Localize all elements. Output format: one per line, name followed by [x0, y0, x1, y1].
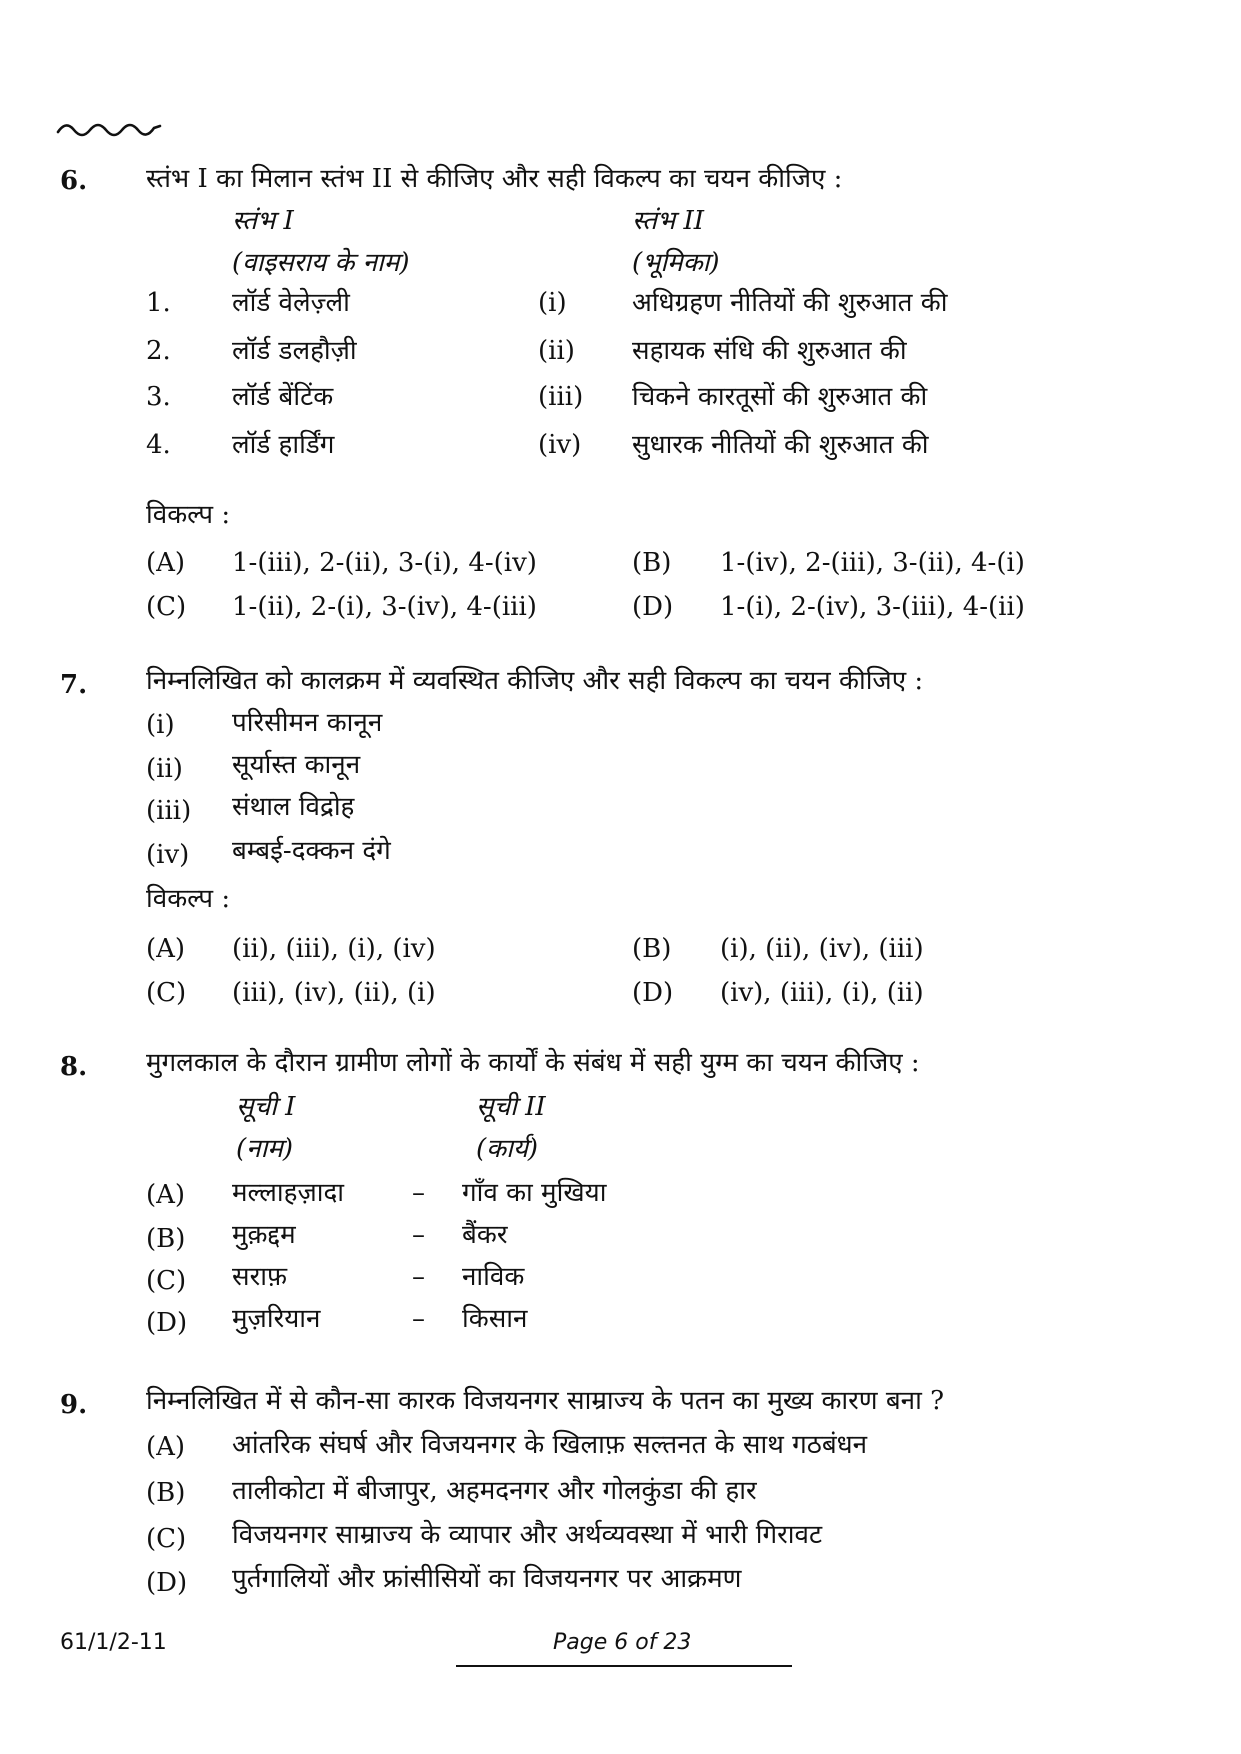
- row-roman: (iv): [538, 430, 582, 460]
- options-label: विकल्प :: [146, 884, 231, 914]
- option-key: (A): [146, 1180, 186, 1210]
- row-left-text: लॉर्ड डलहौज़ी: [232, 336, 357, 366]
- option-text: विजयनगर साम्राज्य के व्यापार और अर्थव्यवस्था में भारी गिरावट: [232, 1520, 823, 1550]
- question-stem: निम्नलिखित में से कौन-सा कारक विजयनगर साम्राज्य के पतन का मुख्य कारण बना ?: [146, 1386, 945, 1416]
- row-roman: (ii): [538, 336, 575, 366]
- list-item-text: सूर्यास्त कानून: [232, 750, 361, 780]
- pair-dash: –: [412, 1220, 425, 1250]
- row-roman: (iii): [538, 382, 584, 412]
- pair-right-text: नाविक: [462, 1262, 525, 1292]
- option-key: (A): [146, 1432, 186, 1462]
- option-key: (C): [146, 1266, 187, 1296]
- row-right-text: सहायक संधि की शुरुआत की: [632, 336, 907, 366]
- list-item-text: बम्बई-दक्कन दंगे: [232, 836, 391, 866]
- option-text: तालीकोटा में बीजापुर, अहमदनगर और गोलकुंडा की हार: [232, 1476, 757, 1506]
- question-number: 8.: [60, 1052, 88, 1082]
- footer-underline: [456, 1665, 792, 1667]
- page-number: Page 6 of 23: [553, 1630, 692, 1655]
- pair-dash: –: [412, 1262, 425, 1292]
- row-number: 3.: [146, 382, 171, 412]
- paper-code: 61/1/2-11: [60, 1630, 167, 1655]
- pair-right-text: किसान: [462, 1304, 528, 1334]
- row-left-text: लॉर्ड हार्डिंग: [232, 430, 335, 460]
- list-item-key: (i): [146, 710, 175, 740]
- option-text: (iv), (iii), (i), (ii): [720, 978, 924, 1008]
- pair-dash: –: [412, 1178, 425, 1208]
- list-item-key: (ii): [146, 754, 183, 784]
- column-1-heading: स्तंभ I: [232, 206, 294, 236]
- option-text: 1-(iv), 2-(iii), 3-(ii), 4-(i): [720, 548, 1025, 578]
- option-text: 1-(i), 2-(iv), 3-(iii), 4-(ii): [720, 592, 1025, 622]
- option-text: 1-(iii), 2-(ii), 3-(i), 4-(iv): [232, 548, 537, 578]
- list-1-subheading: (नाम): [236, 1134, 293, 1164]
- row-left-text: लॉर्ड बेंटिंक: [232, 382, 334, 412]
- question-number: 6.: [60, 166, 88, 196]
- question-stem: मुगलकाल के दौरान ग्रामीण लोगों के कार्यों के संबंध में सही युग्म का चयन कीजिए :: [146, 1048, 920, 1078]
- list-item-key: (iv): [146, 840, 190, 870]
- row-left-text: लॉर्ड वेलेज़्ली: [232, 288, 350, 318]
- row-roman: (i): [538, 288, 567, 318]
- option-text: (i), (ii), (iv), (iii): [720, 934, 924, 964]
- option-key: (D): [632, 592, 674, 622]
- option-text: (ii), (iii), (i), (iv): [232, 934, 436, 964]
- option-key: (C): [146, 978, 187, 1008]
- row-number: 1.: [146, 288, 171, 318]
- option-key: (B): [632, 548, 672, 578]
- list-item-text: परिसीमन कानून: [232, 708, 383, 738]
- list-2-heading: सूची II: [476, 1092, 546, 1122]
- option-text: आंतरिक संघर्ष और विजयनगर के खिलाफ़ सल्तनत के साथ गठबंधन: [232, 1430, 868, 1460]
- row-right-text: अधिग्रहण नीतियों की शुरुआत की: [632, 288, 948, 318]
- list-1-heading: सूची I: [236, 1092, 296, 1122]
- pair-right-text: बैंकर: [462, 1220, 508, 1250]
- option-key: (D): [146, 1308, 188, 1338]
- question-stem: निम्नलिखित को कालक्रम में व्यवस्थित कीजिए और सही विकल्प का चयन कीजिए :: [146, 666, 924, 696]
- question-number: 9.: [60, 1390, 88, 1420]
- pair-left-text: मुज़रियान: [232, 1304, 321, 1334]
- column-1-subheading: (वाइसराय के नाम): [232, 248, 410, 278]
- list-item-text: संथाल विद्रोह: [232, 792, 355, 822]
- option-text: पुर्तगालियों और फ्रांसीसियों का विजयनगर पर आक्रमण: [232, 1564, 742, 1594]
- pair-dash: –: [412, 1304, 425, 1334]
- row-number: 4.: [146, 430, 171, 460]
- pair-right-text: गाँव का मुखिया: [462, 1178, 607, 1208]
- option-text: (iii), (iv), (ii), (i): [232, 978, 436, 1008]
- option-key: (C): [146, 1524, 187, 1554]
- option-key: (B): [632, 934, 672, 964]
- option-text: 1-(ii), 2-(i), 3-(iv), 4-(iii): [232, 592, 537, 622]
- pair-left-text: मुक़द्दम: [232, 1220, 296, 1250]
- pair-left-text: मल्लाहज़ादा: [232, 1178, 345, 1208]
- question-stem: स्तंभ I का मिलान स्तंभ II से कीजिए और सही विकल्प का चयन कीजिए :: [146, 164, 843, 194]
- list-2-subheading: (कार्य): [476, 1134, 539, 1164]
- option-key: (B): [146, 1478, 186, 1508]
- row-right-text: चिकने कारतूसों की शुरुआत की: [632, 382, 928, 412]
- column-2-heading: स्तंभ II: [632, 206, 705, 236]
- list-item-key: (iii): [146, 796, 192, 826]
- column-2-subheading: (भूमिका): [632, 248, 720, 278]
- question-number: 7.: [60, 670, 88, 700]
- option-key: (B): [146, 1224, 186, 1254]
- pair-left-text: सराफ़: [232, 1262, 287, 1292]
- option-key: (D): [146, 1568, 188, 1598]
- row-right-text: सुधारक नीतियों की शुरुआत की: [632, 430, 929, 460]
- wavy-line-icon: [56, 118, 162, 142]
- row-number: 2.: [146, 336, 171, 366]
- option-key: (A): [146, 934, 186, 964]
- option-key: (D): [632, 978, 674, 1008]
- option-key: (C): [146, 592, 187, 622]
- option-key: (A): [146, 548, 186, 578]
- options-label: विकल्प :: [146, 500, 231, 530]
